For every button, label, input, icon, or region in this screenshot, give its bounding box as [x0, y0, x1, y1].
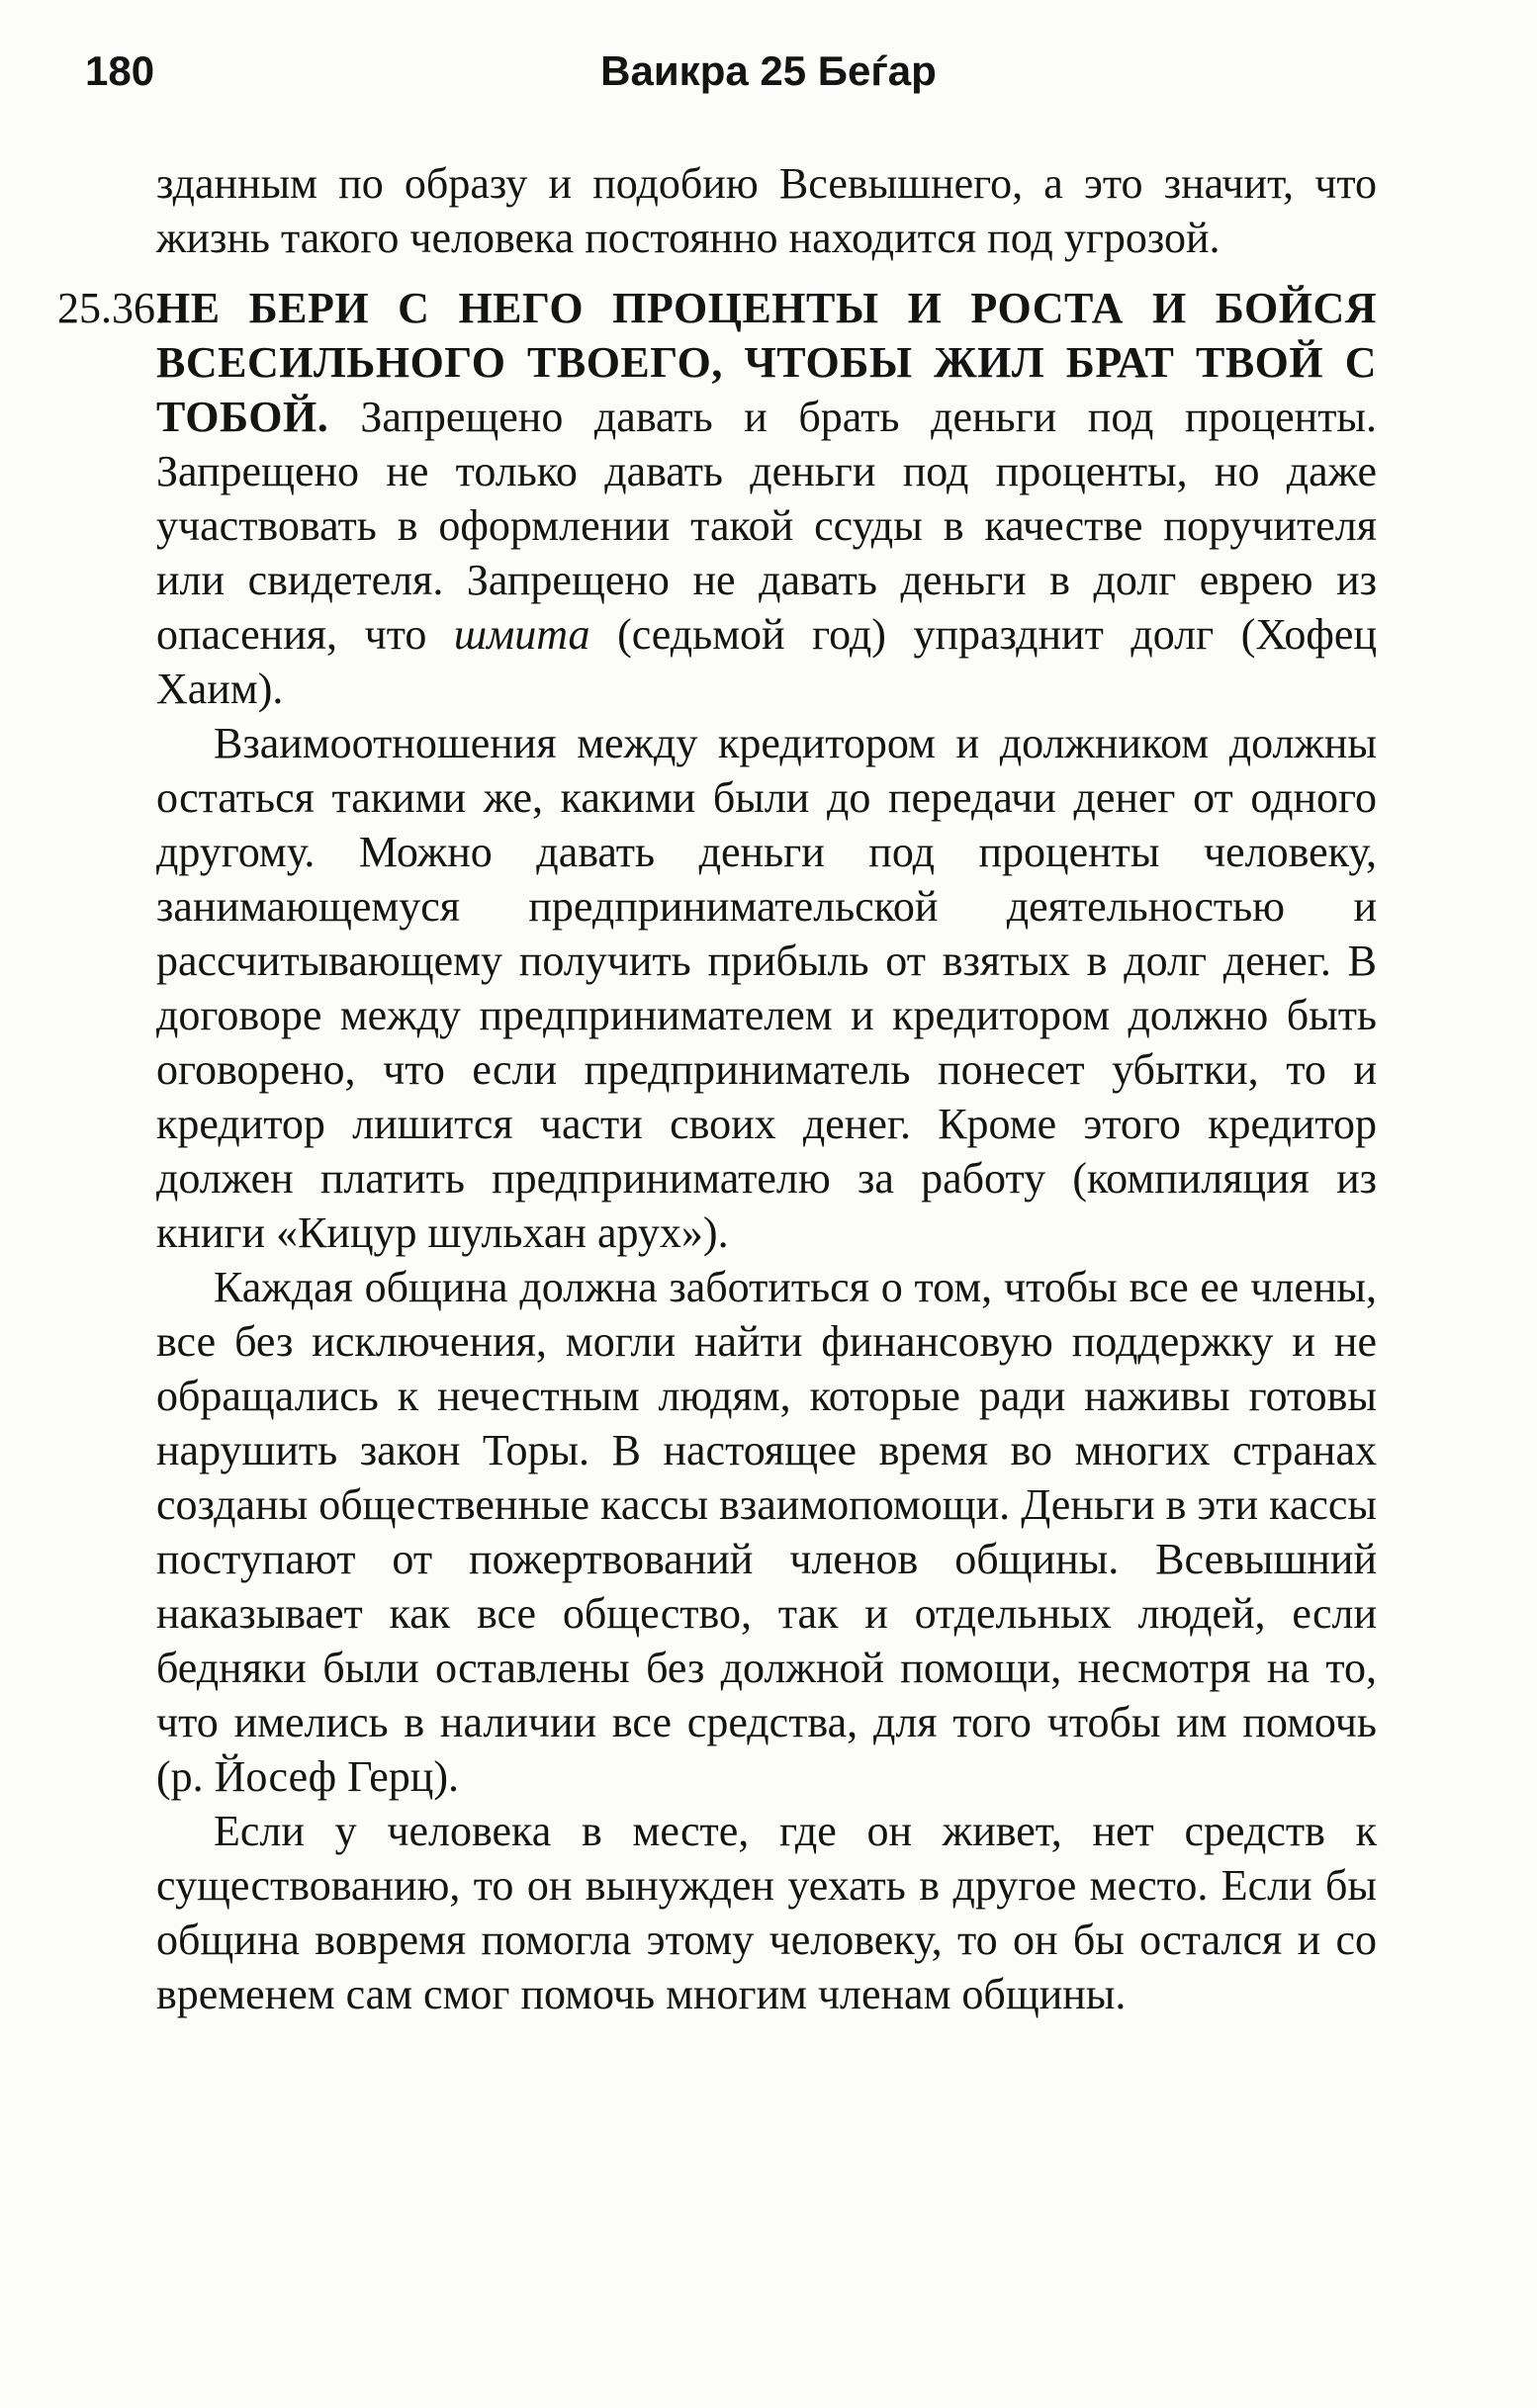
- paragraph-person-without-means: [156, 1804, 1377, 2021]
- text-segment-regular: Запрещено давать и брать деньги под проценты. Запрещено не только давать деньги под проценты, но даже участвовать в оформлении такой ссуды в качестве поручителя или свидетеля. Запрещено не давать деньги в долг еврею из опасения, что: [156, 393, 1377, 659]
- text-segment-regular: Если у человека в месте, где он живет, нет средств к существованию, то он вынужден уехать в другое место. Если бы община вовремя помогла этому человеку, то он бы остался и со временем сам смог помочь многим членам общины.: [156, 1807, 1377, 2018]
- paragraph-continuation: [156, 156, 1377, 265]
- text-segment-bold: НЕ БЕРИ С НЕГО ПРОЦЕНТЫ И РОСТА И БОЙСЯ ВСЕСИЛЬНОГО ТВОЕГО, ЧТОБЫ ЖИЛ БРАТ ТВОЙ С ТОБОЙ.: [156, 284, 1377, 441]
- text-segment-regular: Взаимоотношения между кредитором и должником должны остаться такими же, какими были до передачи денег от одного другому. Можно давать деньги под проценты человеку, занимающемуся предпринимательской деятельностью и рассчитывающему получить прибыль от взятых в долг денег. В договоре между предпринимателем и кредитором должно быть оговорено, что если предприниматель понесет убытки, то и кредитор лишится части своих денег. Кроме этого кредитор должен платить предпринимателю за работу (компиляция из книги «Кицур шульхан арух»).: [156, 719, 1377, 1257]
- paragraph-community-duty: [156, 1260, 1377, 1804]
- paragraph-law-25-36: [57, 281, 1377, 716]
- body-text-block: [57, 156, 1377, 2021]
- paragraph-law-text: [156, 284, 1377, 713]
- text-segment-regular: (седьмой год) упразднит долг (Хофец Хаим).: [156, 610, 1377, 713]
- page-number: 180: [85, 47, 155, 94]
- paragraph-creditor-debtor: [156, 716, 1377, 1260]
- running-head-title: Ваикра 25 Беѓар: [600, 47, 937, 94]
- text-segment-regular: Каждая община должна заботиться о том, чтобы все ее члены, все без исключения, могли найти финансовую поддержку и не обращались к нечестным людям, которые ради наживы готовы нарушить закон Торы. В настоящее время во многих странах созданы общественные кассы взаимопомощи. Деньги в эти кассы поступают от пожертвований членов общины. Всевышний наказывает как все общество, так и отдельных людей, если бедняки были оставлены без должной помощи, несмотря на то, что имелись в наличии все средства, для того чтобы им помочь (р. Йосеф Герц).: [156, 1263, 1377, 1801]
- verse-number: 25.36.: [57, 284, 166, 332]
- page-header: [0, 42, 1537, 101]
- text-segment-italic: шмита: [453, 610, 590, 659]
- text-segment-regular: зданным по образу и подобию Всевышнего, а это значит, что жизнь такого человека постоянно находится под угрозой.: [156, 159, 1377, 262]
